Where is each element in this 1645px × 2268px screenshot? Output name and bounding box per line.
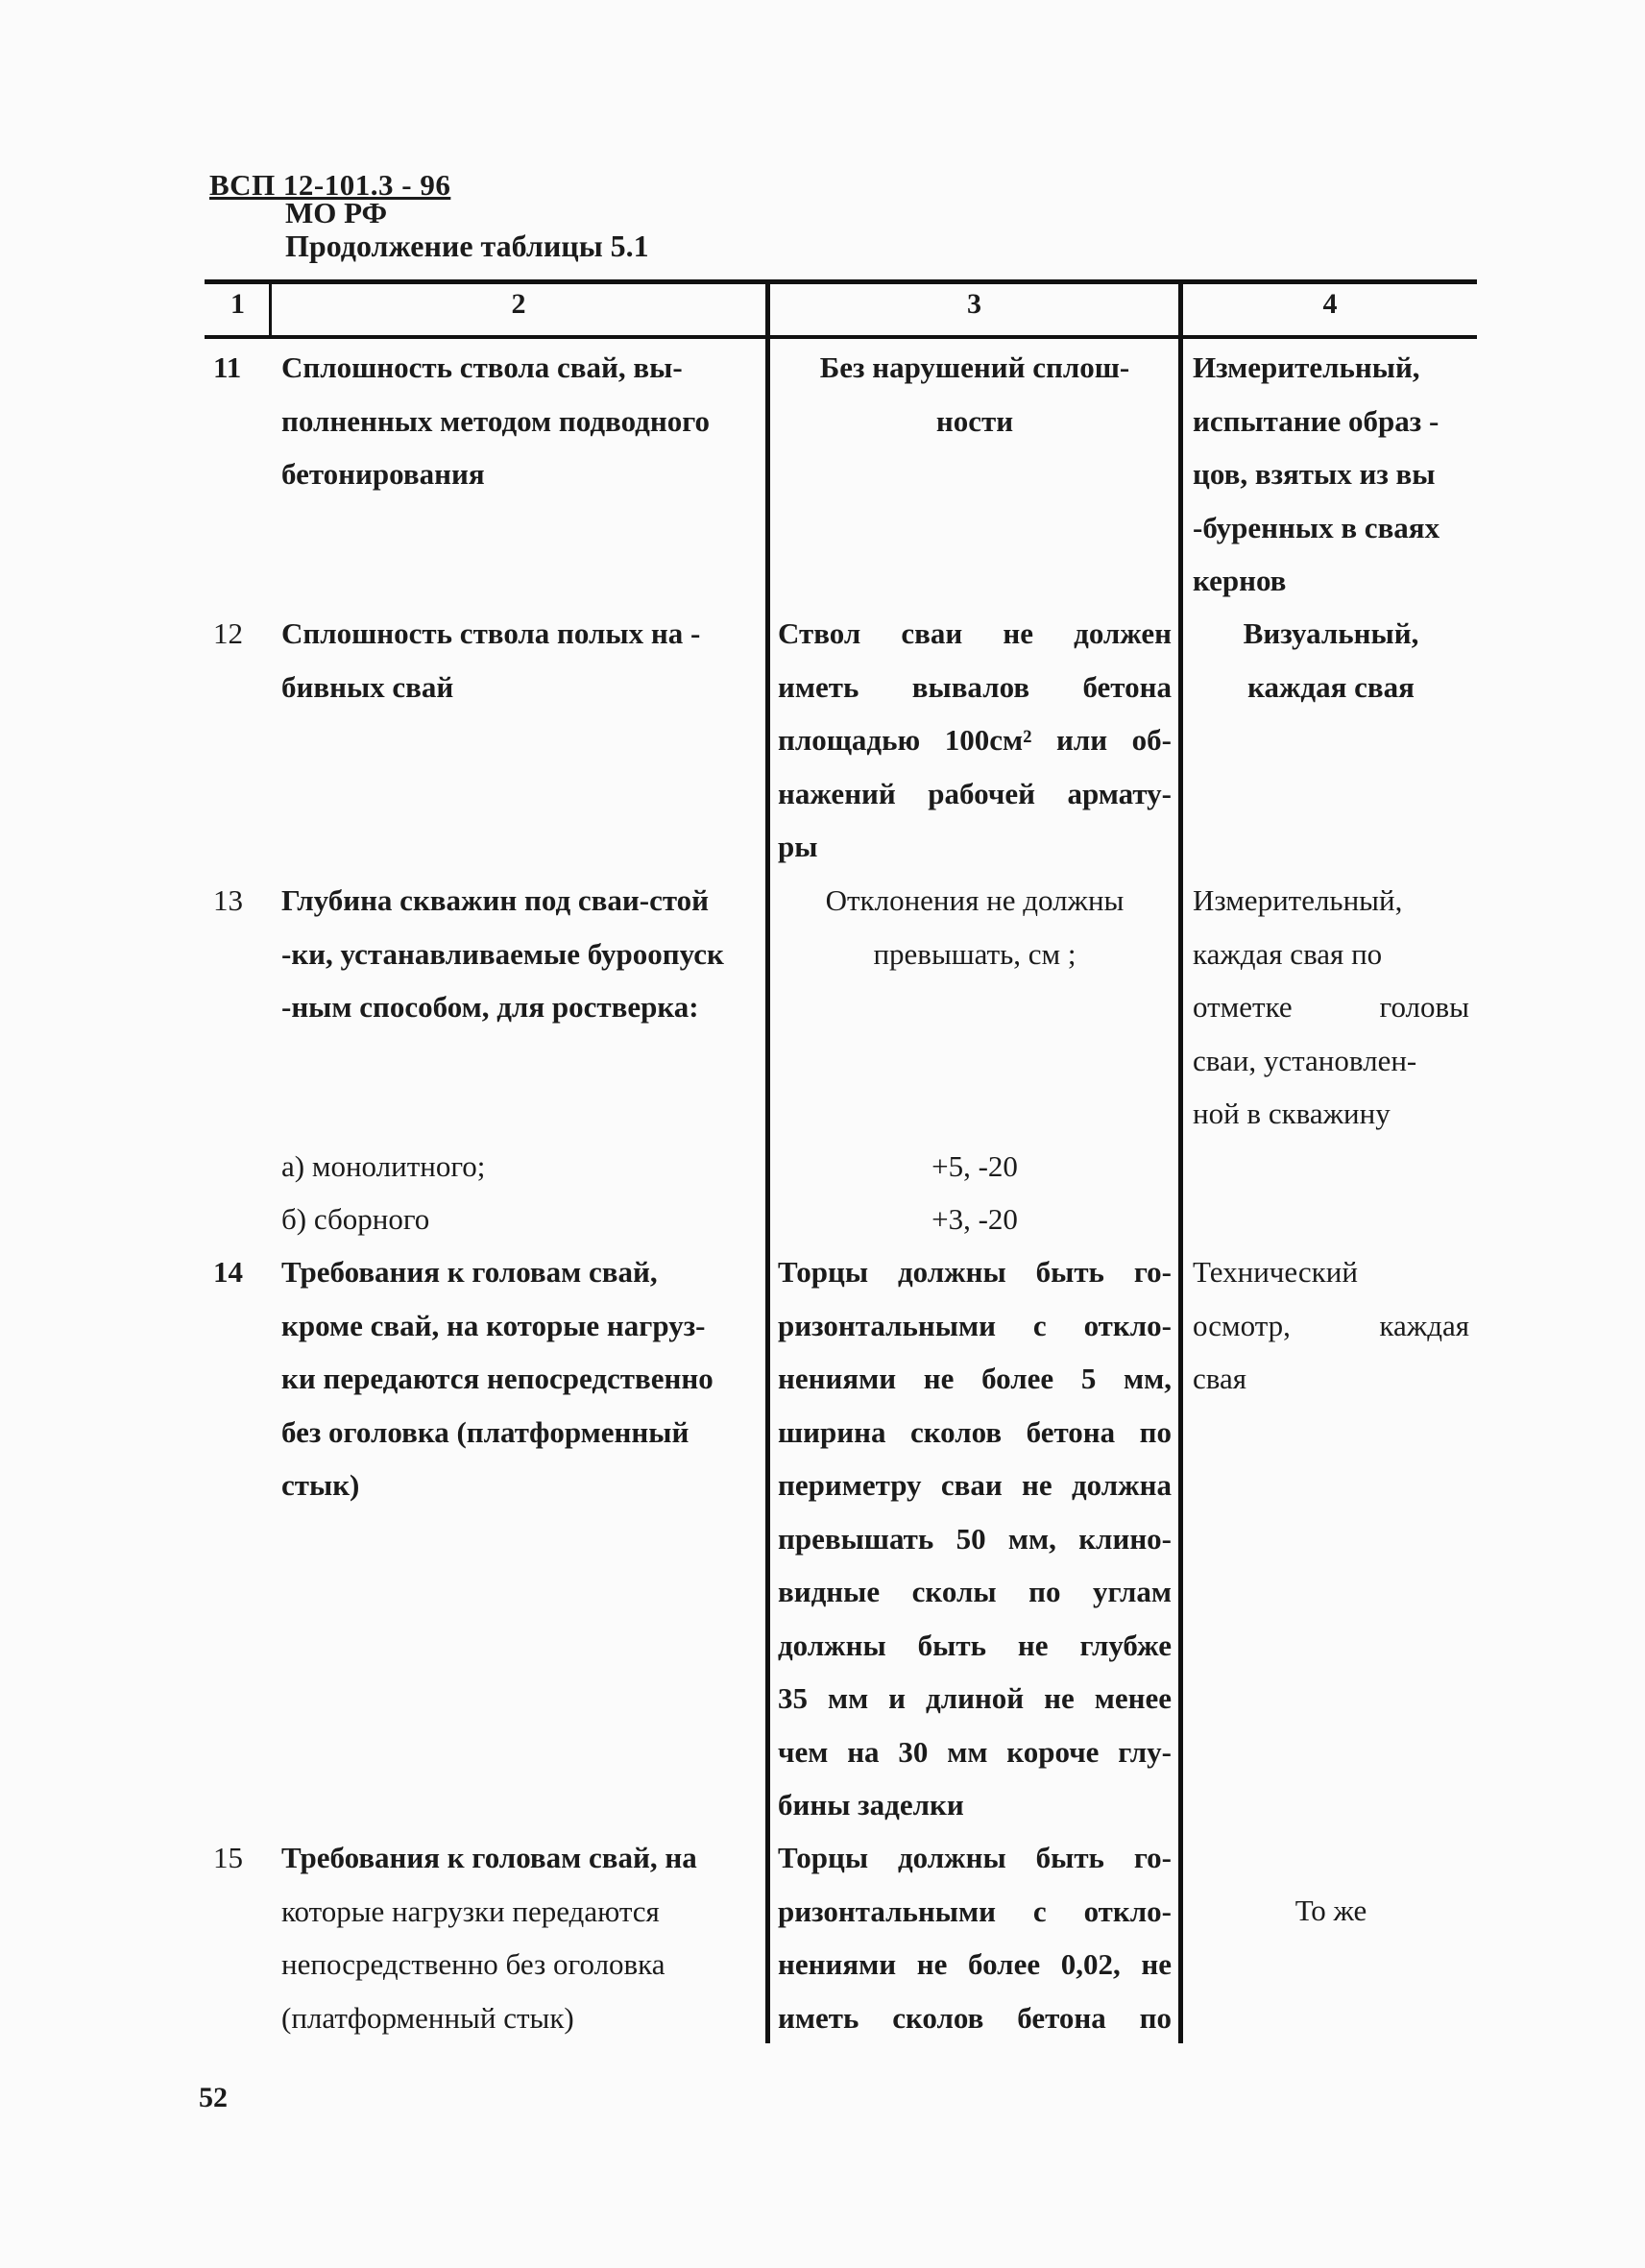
row-number: 13: [213, 883, 243, 917]
parameter-cell: Сплошность ствола полых на - бивных свай: [281, 616, 701, 704]
column-number-4: 4: [1322, 288, 1338, 320]
requirement-cell: Торцы должны быть го- ризонтальными с откло- нениями не более 0,02, не иметь сколов бетона по: [778, 1841, 1172, 2035]
row-number: 15: [213, 1841, 243, 1874]
table-header-rule: [205, 335, 1477, 339]
requirement-cell: Торцы должны быть го- ризонтальными с откло- нениями не более 5 мм, ширина сколов бетона по периметру сваи не должна превышать 50 мм, клино- видные сколы по углам должны быть не глубже 35 мм и длиной не менее чем на 30 мм короче глу- бины заделки: [778, 1255, 1172, 1822]
requirement-cell: Ствол сваи не должен иметь вывалов бетона площадью 100см² или об- нажений рабочей армату- ры: [778, 616, 1172, 863]
document-code: ВСП 12-101.3 - 96: [209, 168, 451, 202]
parameter-cell: Требования к головам свай, на которые нагрузки передаются непосредственно без оголовка (платформенный стык): [281, 1841, 697, 2035]
column-number-1: 1: [230, 288, 245, 320]
organization: МО РФ: [285, 196, 388, 229]
column-divider-3-4: [1178, 282, 1183, 2043]
column-divider-2-3: [765, 282, 770, 2043]
column-number-2: 2: [511, 288, 526, 320]
parameter-cell: Глубина скважин под сваи-стой -ки, устанавливаемые буроопуск -ным способом, для ростверка:: [281, 883, 724, 1024]
parameter-cell: Сплошность ствола свай, вы- полненных методом подводного бетонирования: [281, 350, 711, 491]
sub-item-value: +5, -20: [931, 1149, 1018, 1183]
requirement-cell: Без нарушений сплош- ности: [819, 350, 1130, 438]
control-method-cell: Измерительный, каждая свая по отметке головы сваи, установлен- ной в скважину: [1193, 883, 1469, 1130]
control-method-cell: Измерительный, испытание образ - цов, взятых из вы -буренных в сваях кернов: [1193, 350, 1440, 597]
sub-item-label: б) сборного: [281, 1202, 430, 1236]
table-continuation-title: Продолжение таблицы 5.1: [285, 229, 649, 263]
control-method-cell: Визуальный, каждая свая: [1243, 616, 1419, 704]
row-number: 12: [213, 616, 243, 650]
page-number: 52: [199, 2082, 228, 2113]
row-number: 14: [213, 1255, 243, 1289]
row-number: 11: [213, 350, 242, 384]
sub-item-label: а) монолитного;: [281, 1149, 486, 1183]
requirement-cell: Отклонения не должны превышать, см ;: [825, 883, 1125, 971]
control-method-cell: То же: [1294, 1894, 1367, 1927]
control-method-cell: Технический осмотр, каждая свая: [1193, 1255, 1469, 1395]
parameter-cell: Требования к головам свай, кроме свай, на которые нагруз- ки передаются непосредственно без оголовка (платформенный стык): [281, 1255, 714, 1502]
sub-item-value: +3, -20: [931, 1202, 1018, 1236]
column-number-3: 3: [967, 288, 981, 320]
table-top-rule: [205, 279, 1477, 284]
